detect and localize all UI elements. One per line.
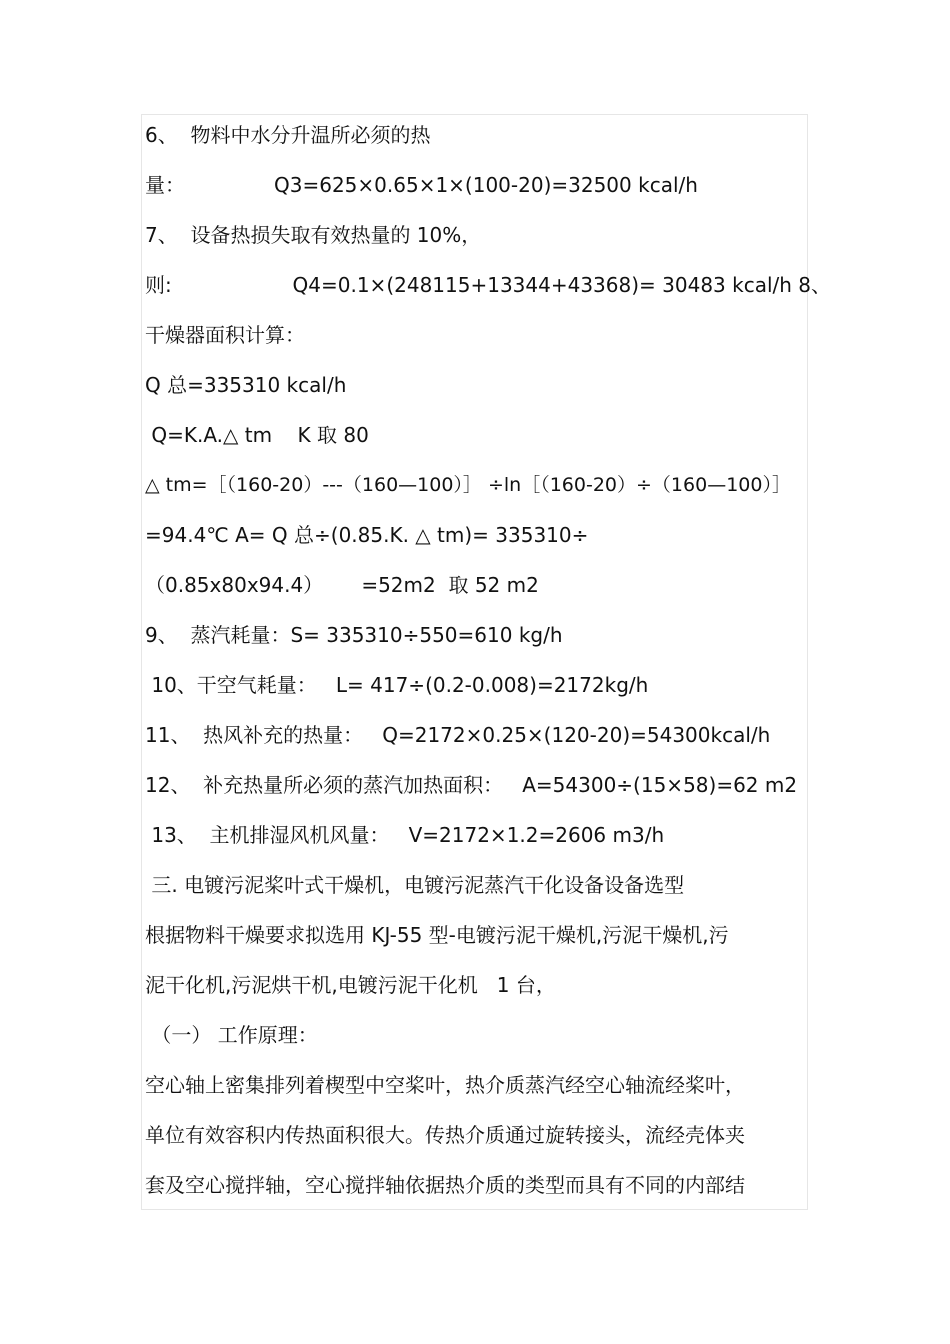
section-heading: 三. 电镀污泥桨叶式干燥机，电镀污泥蒸汽干化设备设备选型 (145, 873, 685, 897)
text-line: 则: Q4=0.1×(248115+13344+43368)= 30483 kcal/h 8、 (145, 273, 832, 297)
text-line: 量： Q3=625×0.65×1×(100-20)=32500 kcal/h (145, 173, 698, 197)
text-line: 12、 补充热量所必须的蒸汽加热面积： A=54300÷(15×58)=62 m2 (145, 773, 798, 797)
text-line: （0.85x80x94.4） =52m2 取 52 m2 (145, 573, 539, 597)
text-line: =94.4℃ A= Q 总÷(0.85.K. △ tm)= 335310÷ (145, 523, 589, 547)
text-line: 套及空心搅拌轴，空心搅拌轴依据热介质的类型而具有不同的内部结 (145, 1173, 745, 1197)
text-line: 泥干化机,污泥烘干机,电镀污泥干化机 1 台， (145, 973, 556, 997)
text-line: 13、 主机排湿风机风量： V=2172×1.2=2606 m3/h (145, 823, 665, 847)
text-line: △ tm=［（160-20）---（160—100）］ ÷ln［（160-20）÷（160—100）］ (145, 474, 791, 496)
text-line: 11、 热风补充的热量： Q=2172×0.25×(120-20)=54300kcal/h (145, 723, 771, 747)
text-line: 根据物料干燥要求拟选用 KJ-55 型-电镀污泥干燥机,污泥干燥机,污 (145, 923, 729, 947)
text-line: 干燥器面积计算： (145, 323, 305, 347)
document-body (145, 110, 832, 1210)
text-line: 6、 物料中水分升温所必须的热 (145, 123, 431, 147)
subsection-heading: （一） 工作原理： (145, 1023, 318, 1047)
text-line: 7、 设备热损失取有效热量的 10%， (145, 223, 482, 247)
text-line: 单位有效容积内传热面积很大。传热介质通过旋转接头，流经壳体夹 (145, 1123, 745, 1147)
text-line: 9、 蒸汽耗量：S= 335310÷550=610 kg/h (145, 623, 563, 647)
text-line: Q=K.A.△ tm K 取 80 (145, 423, 369, 447)
text-line: 10、干空气耗量： L= 417÷(0.2-0.008)=2172kg/h (145, 673, 649, 697)
text-line: Q 总=335310 kcal/h (145, 373, 347, 397)
text-line: 空心轴上密集排列着楔型中空桨叶，热介质蒸汽经空心轴流经桨叶， (145, 1073, 745, 1097)
